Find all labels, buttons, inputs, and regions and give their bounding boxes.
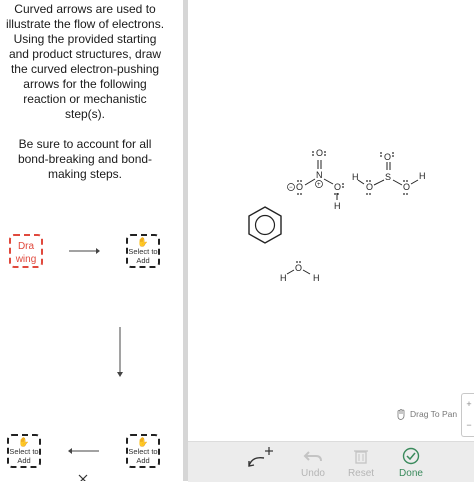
left-arrow-icon: [68, 446, 100, 456]
atom-o: O: [296, 182, 304, 192]
atom-h: H: [313, 273, 320, 283]
undo-button[interactable]: [292, 444, 334, 480]
down-arrow-icon: [115, 326, 125, 378]
atom-h: H: [334, 201, 341, 211]
atom-o: O: [316, 148, 324, 158]
atom-o: O: [384, 152, 392, 162]
undo-label: Undo: [301, 468, 325, 479]
atom-h: H: [419, 171, 426, 181]
select-to-add-label-1: Select to Add: [128, 246, 158, 265]
charge-minus: −: [289, 185, 293, 191]
hand-icon: ✋: [18, 436, 30, 447]
right-arrow-icon: [68, 246, 100, 256]
atom-o: O: [295, 263, 303, 273]
hand-icon: ✋: [137, 236, 149, 247]
drag-to-pan-label: Drag To Pan: [410, 409, 458, 419]
drawing-slot-label: Dra: [17, 241, 35, 252]
hand-icon: [395, 408, 407, 420]
sulfuric-acid-molecule[interactable]: [352, 152, 426, 195]
workflow-panel: [0, 0, 183, 481]
atom-n: N: [316, 170, 323, 180]
drawing-slot-label-cut: wing: [15, 254, 37, 265]
nitric-acid-molecule[interactable]: [288, 148, 344, 211]
bottom-toolbar: [188, 441, 474, 482]
drawing-slot[interactable]: [9, 234, 43, 268]
undo-icon: [303, 448, 323, 464]
atom-h: H: [352, 172, 359, 182]
atom-s: S: [385, 172, 392, 182]
charge-plus: +: [317, 182, 321, 188]
done-button[interactable]: [390, 444, 432, 480]
atom-h: H: [280, 273, 287, 283]
hand-icon: ✋: [137, 436, 149, 447]
benzene-molecule[interactable]: [249, 207, 281, 243]
zoom-control[interactable]: [461, 393, 474, 437]
close-icon[interactable]: [78, 474, 88, 481]
select-to-add-slot-2[interactable]: [126, 434, 160, 468]
atom-o: O: [366, 182, 374, 192]
zoom-in-button[interactable]: +: [466, 399, 472, 409]
select-to-add-label-2: Select to Add: [128, 446, 158, 465]
zoom-out-button[interactable]: −: [466, 420, 472, 430]
atom-o: O: [334, 182, 342, 192]
reset-button[interactable]: [340, 444, 382, 480]
check-circle-icon: [402, 447, 420, 465]
instructions-text-1: Curved arrows are used to illustrate the flow of electrons. Using the provided starting and product structures, draw the curved electron-pushing arrows for the following reaction or mechanistic step(s).: [5, 2, 165, 121]
water-molecule[interactable]: [280, 261, 320, 283]
done-label: Done: [399, 468, 423, 479]
select-to-add-label-3: Select to Add: [9, 446, 39, 465]
add-arrow-button[interactable]: [238, 444, 280, 480]
drag-to-pan[interactable]: [395, 408, 457, 420]
trash-icon: [353, 448, 369, 464]
curved-arrow-add-icon: [242, 444, 276, 468]
instructions: [2, 2, 168, 182]
instructions-text-2: Be sure to account for all bond-breaking and bond-making steps.: [17, 137, 153, 181]
atom-o: O: [403, 182, 411, 192]
select-to-add-slot-1[interactable]: [126, 234, 160, 268]
reset-label: Reset: [347, 468, 375, 479]
molecule-canvas[interactable]: [188, 0, 474, 441]
select-to-add-slot-3[interactable]: [7, 434, 41, 468]
